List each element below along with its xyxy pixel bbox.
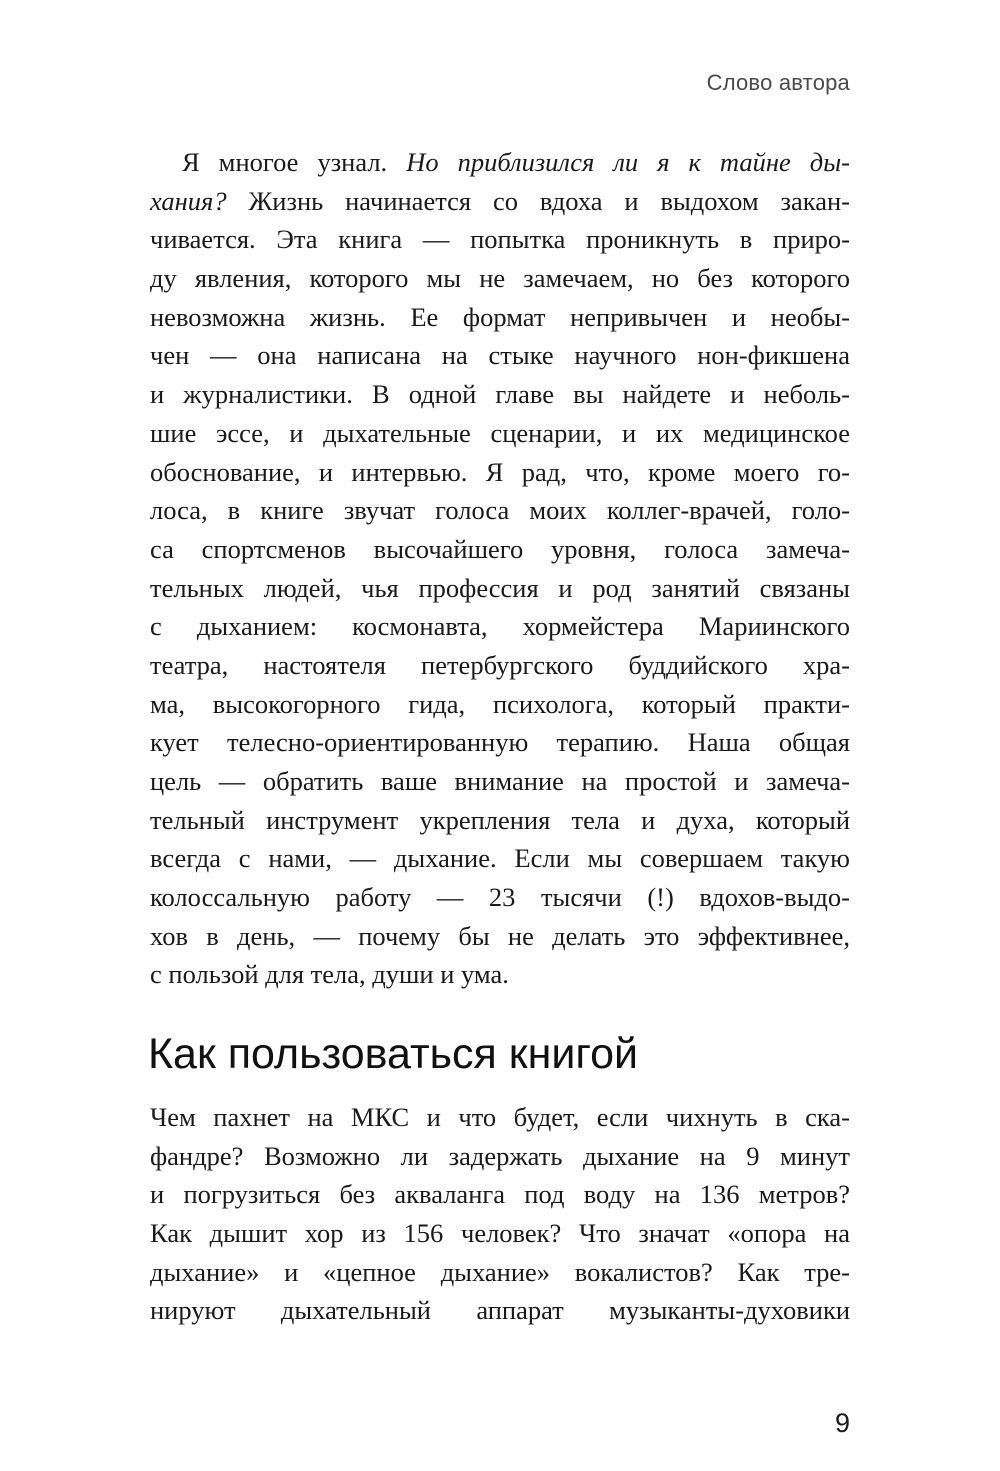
paragraph-line: невозможна жизнь. Ее формат непривычен и необы-: [150, 301, 850, 332]
paragraph-line: са спортсменов высочайшего уровня, голоса замеча-: [150, 533, 850, 564]
paragraph-line: с дыханием: космонавта, хормейстера Мариинского: [150, 611, 850, 642]
paragraph-line: ду явления, которого мы не замечаем, но без которого: [150, 263, 850, 294]
running-header: Слово автора: [706, 70, 850, 95]
italic-question: Но приблизился ли я к тайне ды-: [406, 147, 850, 177]
paragraph-line: всегда с нами, — дыхание. Если мы совершаем такую: [150, 843, 850, 874]
paragraph-how-to-use: [150, 1098, 850, 1330]
paragraph-line: тельный инструмент укрепления тела и духа, который: [150, 804, 850, 835]
paragraph-line: цель — обратить ваше внимание на простой и замеча-: [150, 766, 850, 796]
paragraph-line: с пользой для тела, души и ума.: [150, 959, 509, 990]
paragraph-line: Я многое узнал. Но приблизился ли я к тайне ды-: [182, 147, 850, 177]
paragraph-line: колоссальную работу — 23 тысячи (!) вдохов-выдо-: [150, 882, 850, 913]
paragraph-line: нируют дыхательный аппарат музыканты-духовики: [150, 1295, 850, 1326]
paragraph-line: чивается. Эта книга — попытка проникнуть в приро-: [150, 224, 850, 255]
paragraph-line: фандре? Возможно ли задержать дыхание на 9 минут: [150, 1140, 850, 1171]
paragraph-line: тельных людей, чья профессия и род занятий связаны: [150, 572, 850, 603]
paragraph-line: обоснование, и интервью. Я рад, что, кроме моего го-: [150, 456, 850, 487]
paragraph-line: шие эссе, и дыхательные сценарии, и их медицинское: [150, 417, 850, 448]
paragraph-line: лоса, в книге звучат голоса моих коллег-врачей, голо-: [150, 495, 850, 526]
paragraph-line: чен — она написана на стыке научного нон-фикшена: [150, 340, 850, 371]
italic-question: хания?: [150, 185, 227, 216]
paragraph-line: и журналистики. В одной главе вы найдете и неболь-: [150, 379, 850, 410]
paragraph-line: дыхание» и «цепное дыхание» вокалистов? Как тре-: [150, 1256, 850, 1287]
paragraph-line: ма, высокогорного гида, психолога, который практи-: [150, 688, 850, 719]
paragraph-line: и погрузиться без акваланга под воду на 136 метров?: [150, 1179, 850, 1210]
paragraph-author-word: [150, 143, 850, 994]
paragraph-line: хов в день, — почему бы не делать это эффективнее,: [150, 920, 850, 951]
paragraph-line: хания? Жизнь начинается со вдоха и выдохом закан-: [150, 185, 850, 216]
paragraph-line: Как дышит хор из 156 человек? Что значат «опора на: [150, 1218, 850, 1249]
paragraph-line: Чем пахнет на МКС и что будет, если чихнуть в ска-: [150, 1102, 850, 1132]
page-number: 9: [834, 1408, 850, 1438]
paragraph-line: кует телесно-ориентированную терапию. Наша общая: [150, 727, 850, 758]
paragraph-line: театра, настоятеля петербургского буддийского хра-: [150, 649, 850, 680]
section-heading: Как пользоваться книгой: [148, 1030, 639, 1078]
